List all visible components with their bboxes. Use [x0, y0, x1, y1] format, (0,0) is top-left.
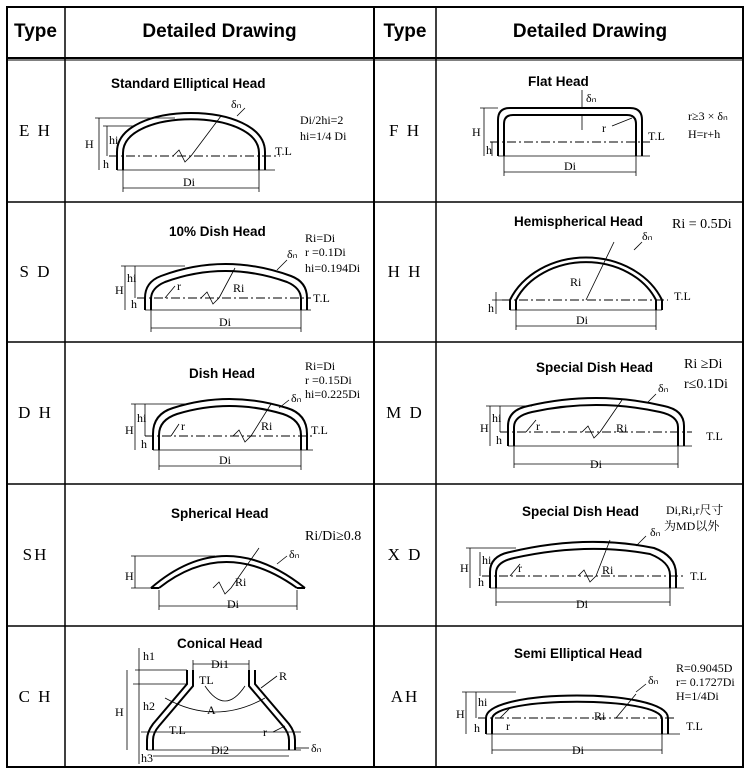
spec-note-2: r =0.1Di: [305, 245, 346, 259]
thickness-label: δₙ: [291, 391, 302, 405]
spec-note-3: hi=0.225Di: [305, 387, 361, 401]
h-label: h: [488, 301, 494, 315]
tl-label: T.L: [275, 144, 292, 158]
thickness-label: δₙ: [650, 525, 661, 539]
spec-note-1: R=0.9045D: [676, 661, 733, 675]
r-label: r: [518, 561, 522, 575]
spec-note-2: r =0.15Di: [305, 373, 352, 387]
H-label: H: [460, 561, 469, 575]
tl-label: T.L: [674, 289, 691, 303]
hi-label: hi: [137, 411, 147, 425]
H-label: H: [480, 421, 489, 435]
R-label: R: [279, 669, 288, 683]
tl-label: T.L: [311, 423, 328, 437]
di-label: Di: [219, 453, 231, 467]
h-label: h: [103, 157, 109, 171]
thickness-label: δₙ: [287, 247, 298, 261]
spec-note-1: Ri=Di: [305, 231, 336, 245]
ri-label: Ri: [570, 275, 582, 289]
r-label: r: [263, 725, 267, 739]
ri-label: Ri: [261, 419, 273, 433]
drawing-header-right: Detailed Drawing: [512, 21, 668, 42]
r-label: r: [181, 419, 185, 433]
h-label: h: [496, 433, 502, 447]
ri-label: Ri: [602, 563, 614, 577]
H-label: H: [115, 705, 124, 719]
type-code-ch: C H: [18, 686, 53, 706]
drawing-title: Special Dish Head: [522, 504, 640, 519]
drawing-title: Semi Elliptical Head: [514, 646, 643, 661]
tl-bottom-label: T.L: [169, 723, 186, 737]
spec-note-1: r≥3 × δₙ: [688, 109, 728, 123]
r-label: r: [536, 419, 540, 433]
di-label: Di: [590, 457, 602, 471]
di-label: Di: [576, 597, 588, 611]
r-label: r: [177, 279, 181, 293]
h-label: h: [131, 297, 137, 311]
thickness-label: δₙ: [311, 741, 322, 755]
H-label: H: [456, 707, 465, 721]
ri-label: Ri: [233, 281, 245, 295]
spec-note-3: hi=0.194Di: [305, 261, 361, 275]
spec-note-1: Ri ≥Di: [684, 357, 723, 372]
hi-label: hi: [109, 133, 119, 147]
drawing-header-left: Detailed Drawing: [142, 21, 297, 42]
thickness-label: δₙ: [648, 673, 659, 687]
spec-note-2: H=r+h: [688, 127, 721, 141]
type-code-ah: AH: [390, 686, 420, 706]
thickness-label: δₙ: [658, 381, 669, 395]
drawing-title: Dish Head: [189, 366, 256, 381]
spec-note-1: Ri=Di: [305, 359, 336, 373]
di-label: Di: [183, 175, 195, 189]
ri-label: Ri: [235, 575, 247, 589]
thickness-label: δₙ: [586, 91, 597, 105]
di-label: Di: [564, 159, 576, 173]
hi-label: hi: [492, 411, 502, 425]
r-label: r: [602, 121, 606, 135]
thickness-label: δₙ: [642, 229, 653, 243]
ri-label: Ri: [616, 421, 628, 435]
spec-note-2: r= 0.1727Di: [676, 675, 735, 689]
di-label: Di: [227, 597, 239, 611]
tl-label: T.L: [313, 291, 330, 305]
type-header-right: Type: [383, 21, 427, 42]
type-code-sd: S D: [19, 262, 52, 281]
type-code-xd: X D: [387, 545, 423, 564]
di1-label: Di1: [211, 657, 229, 671]
di-label: Di: [219, 315, 231, 329]
spec-note-1: Di/2hi=2: [300, 113, 344, 127]
di2-label: Di2: [211, 743, 229, 757]
type-code-sh: SH: [22, 545, 49, 564]
tl-label: T.L: [686, 719, 703, 733]
A-label: A: [207, 703, 216, 717]
di-label: Di: [572, 743, 584, 757]
r-label: r: [506, 719, 510, 733]
spec-note-2: 为MD以外: [664, 519, 720, 533]
drawing-title: Standard Elliptical Head: [111, 76, 266, 91]
type-code-eh: E H: [19, 121, 52, 140]
type-code-dh: D H: [18, 403, 53, 422]
hi-label: hi: [478, 695, 488, 709]
tl-label: T.L: [648, 129, 665, 143]
ri-label: Ri: [594, 709, 606, 723]
drawing-title: Hemispherical Head: [514, 214, 644, 229]
h2-label: h2: [143, 699, 155, 713]
h1-label: h1: [143, 649, 155, 663]
type-code-md: M D: [386, 403, 424, 422]
head-types-table: [6, 6, 744, 768]
type-code-fh: F H: [389, 121, 421, 140]
tl-label: T.L: [690, 569, 707, 583]
hi-label: hi: [127, 271, 137, 285]
H-label: H: [125, 423, 134, 437]
type-header-left: Type: [14, 21, 57, 42]
H-label: H: [125, 569, 134, 583]
drawing-title: Spherical Head: [171, 506, 269, 521]
di-label: Di: [576, 313, 588, 327]
spec-note-3: H=1/4Di: [676, 689, 719, 703]
h-label: h: [141, 437, 147, 451]
h-label: h: [478, 575, 484, 589]
h3-label: h3: [141, 751, 153, 765]
H-label: H: [472, 125, 481, 139]
spec-note-1: Di,Ri,r尺寸: [666, 503, 724, 517]
drawing-title: Special Dish Head: [536, 360, 654, 375]
tl-top-label: TL: [199, 673, 214, 687]
type-code-hh: H H: [387, 262, 423, 281]
h-label: h: [474, 721, 480, 735]
H-label: H: [85, 137, 94, 151]
H-label: H: [115, 283, 124, 297]
drawing-title: 10% Dish Head: [169, 224, 266, 239]
spec-note-2: hi=1/4 Di: [300, 129, 347, 143]
hi-label: hi: [482, 553, 492, 567]
h-label: h: [486, 143, 492, 157]
tl-label: T.L: [706, 429, 723, 443]
spec-note-1: Ri = 0.5Di: [672, 217, 732, 232]
drawing-title: Conical Head: [177, 636, 263, 651]
drawing-title: Flat Head: [528, 74, 589, 89]
spec-note-2: r≤0.1Di: [684, 377, 728, 392]
thickness-label: δₙ: [289, 547, 300, 561]
spec-note-1: Ri/Di≥0.8: [305, 529, 362, 544]
thickness-label: δₙ: [231, 97, 242, 111]
